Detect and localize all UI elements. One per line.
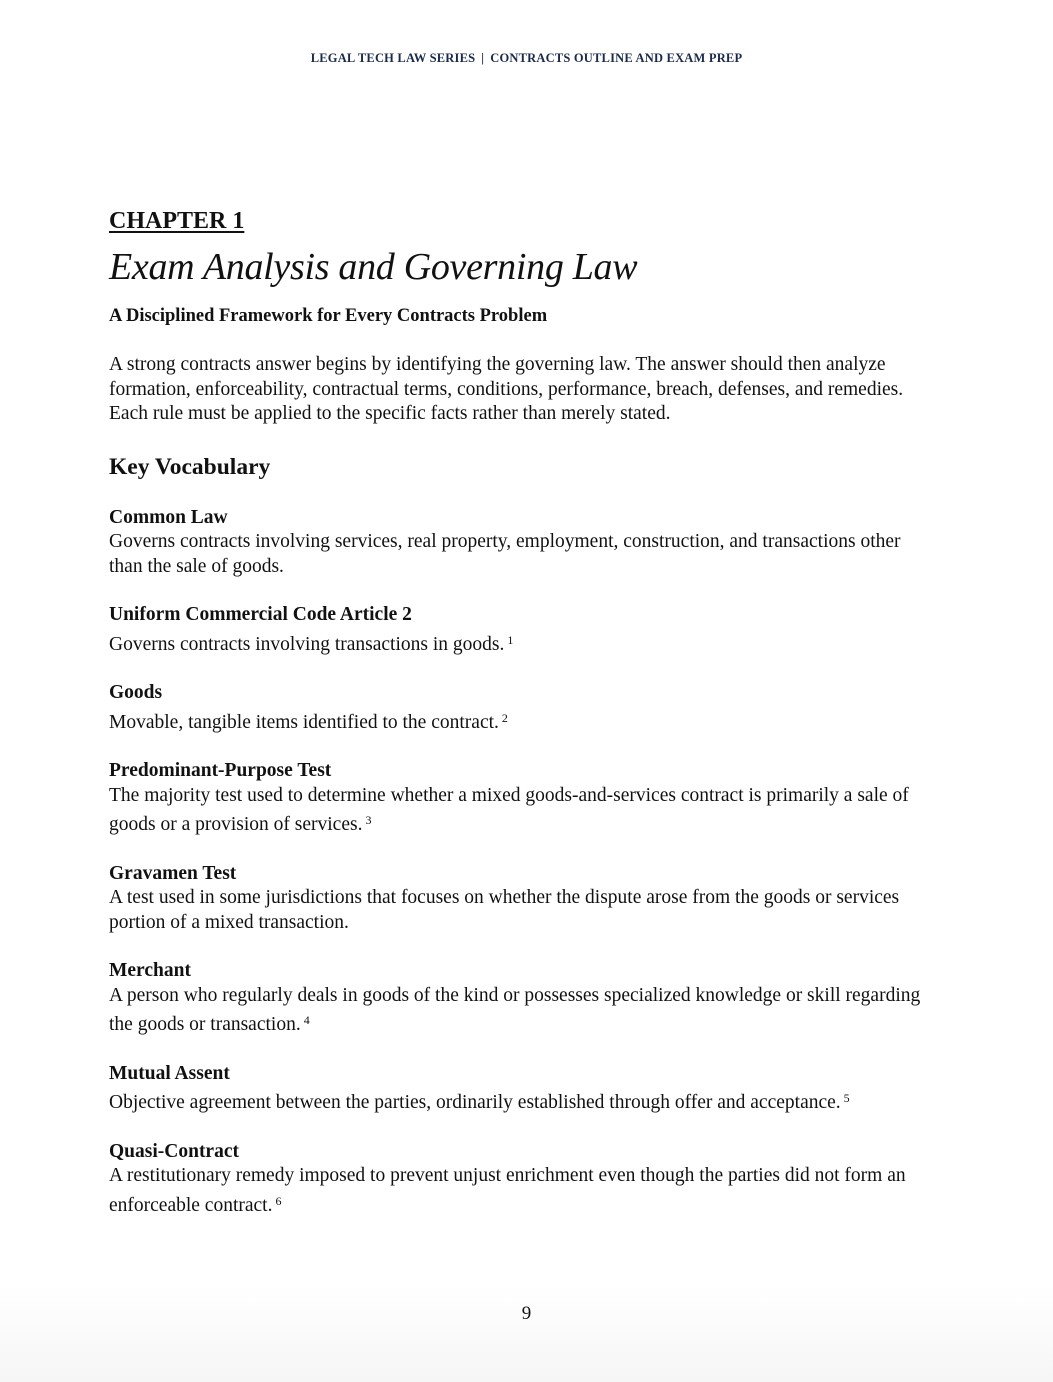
term-name: Gravamen Test: [109, 862, 237, 884]
footnote-marker[interactable]: 1: [507, 632, 514, 647]
term-name: Merchant: [109, 960, 191, 981]
running-header: [0, 51, 1053, 66]
chapter-title: Exam Analysis and Governing Law: [109, 246, 638, 288]
term-name: Uniform Commercial Code Article 2: [109, 604, 412, 625]
term-definition: [109, 628, 929, 658]
term-definition: [109, 784, 929, 838]
header-title: CONTRACTS OUTLINE AND EXAM PREP: [490, 51, 743, 65]
footnote-marker[interactable]: 5: [843, 1091, 850, 1105]
term-definition-text: Governs contracts involving transactions in goods.: [109, 633, 505, 655]
term-definition-text: Governs contracts involving services, real property, employment, construction, and transactions other than the sale of goods.: [109, 531, 901, 577]
vocabulary-term: [109, 603, 929, 657]
vocabulary-heading: Key Vocabulary: [109, 453, 271, 480]
intro-paragraph: A strong contracts answer begins by identifying the governing law. The answer should then analyze formation, enforceability, contractual terms, conditions, performance, breach, defenses, and remedies. Each rule must be applied to the specific facts rather than merely stated.: [109, 354, 904, 424]
term-name: Goods: [109, 682, 163, 703]
vocabulary-term: [109, 506, 929, 580]
page-number: 9: [521, 1303, 532, 1324]
footnote-marker[interactable]: 2: [501, 710, 508, 725]
term-definition: [109, 706, 929, 736]
term-name: Mutual Assent: [109, 1062, 230, 1084]
term-definition-text: A test used in some jurisdictions that focuses on whether the dispute arose from the goods or services portion of a mixed transaction.: [109, 887, 900, 933]
vocabulary-term: [109, 1140, 929, 1219]
chapter-label: CHAPTER 1: [109, 208, 245, 234]
term-definition: [109, 1086, 929, 1116]
term-definition: [109, 1164, 929, 1218]
term-definition: [109, 530, 929, 579]
term-definition-text: The majority test used to determine whether a mixed goods-and-services contract is primarily a sale of goods or a provision of services.: [109, 784, 909, 835]
term-definition-text: Movable, tangible items identified to the contract.: [109, 711, 499, 733]
term-definition: [109, 984, 929, 1038]
footnote-marker[interactable]: 6: [275, 1193, 282, 1208]
page-content: [109, 206, 929, 1218]
vocabulary-term: [109, 759, 929, 838]
term-name: Predominant-Purpose Test: [109, 760, 332, 781]
header-series: LEGAL TECH LAW SERIES: [310, 51, 476, 65]
vocabulary-term: [109, 1062, 929, 1116]
footnote-marker[interactable]: 3: [365, 813, 372, 827]
vocabulary-term: [109, 862, 929, 936]
term-name: Common Law: [109, 506, 228, 528]
footnote-marker[interactable]: 4: [303, 1013, 310, 1027]
term-definition: [109, 886, 929, 935]
vocabulary-term: [109, 959, 929, 1038]
chapter-subtitle: A Disciplined Framework for Every Contracts Problem: [109, 306, 548, 326]
term-definition-text: A person who regularly deals in goods of the kind or possesses specialized knowledge or skill regarding the goods or transaction.: [109, 984, 921, 1035]
vocabulary-term: [109, 681, 929, 735]
vocabulary-list: [109, 506, 929, 1219]
term-name: Quasi-Contract: [109, 1140, 239, 1162]
term-definition-text: Objective agreement between the parties, ordinarily established through offer and acceptance.: [109, 1092, 841, 1113]
header-separator: |: [481, 51, 485, 65]
term-definition-text: A restitutionary remedy imposed to prevent unjust enrichment even though the parties did not form an enforceable contract.: [109, 1165, 906, 1216]
